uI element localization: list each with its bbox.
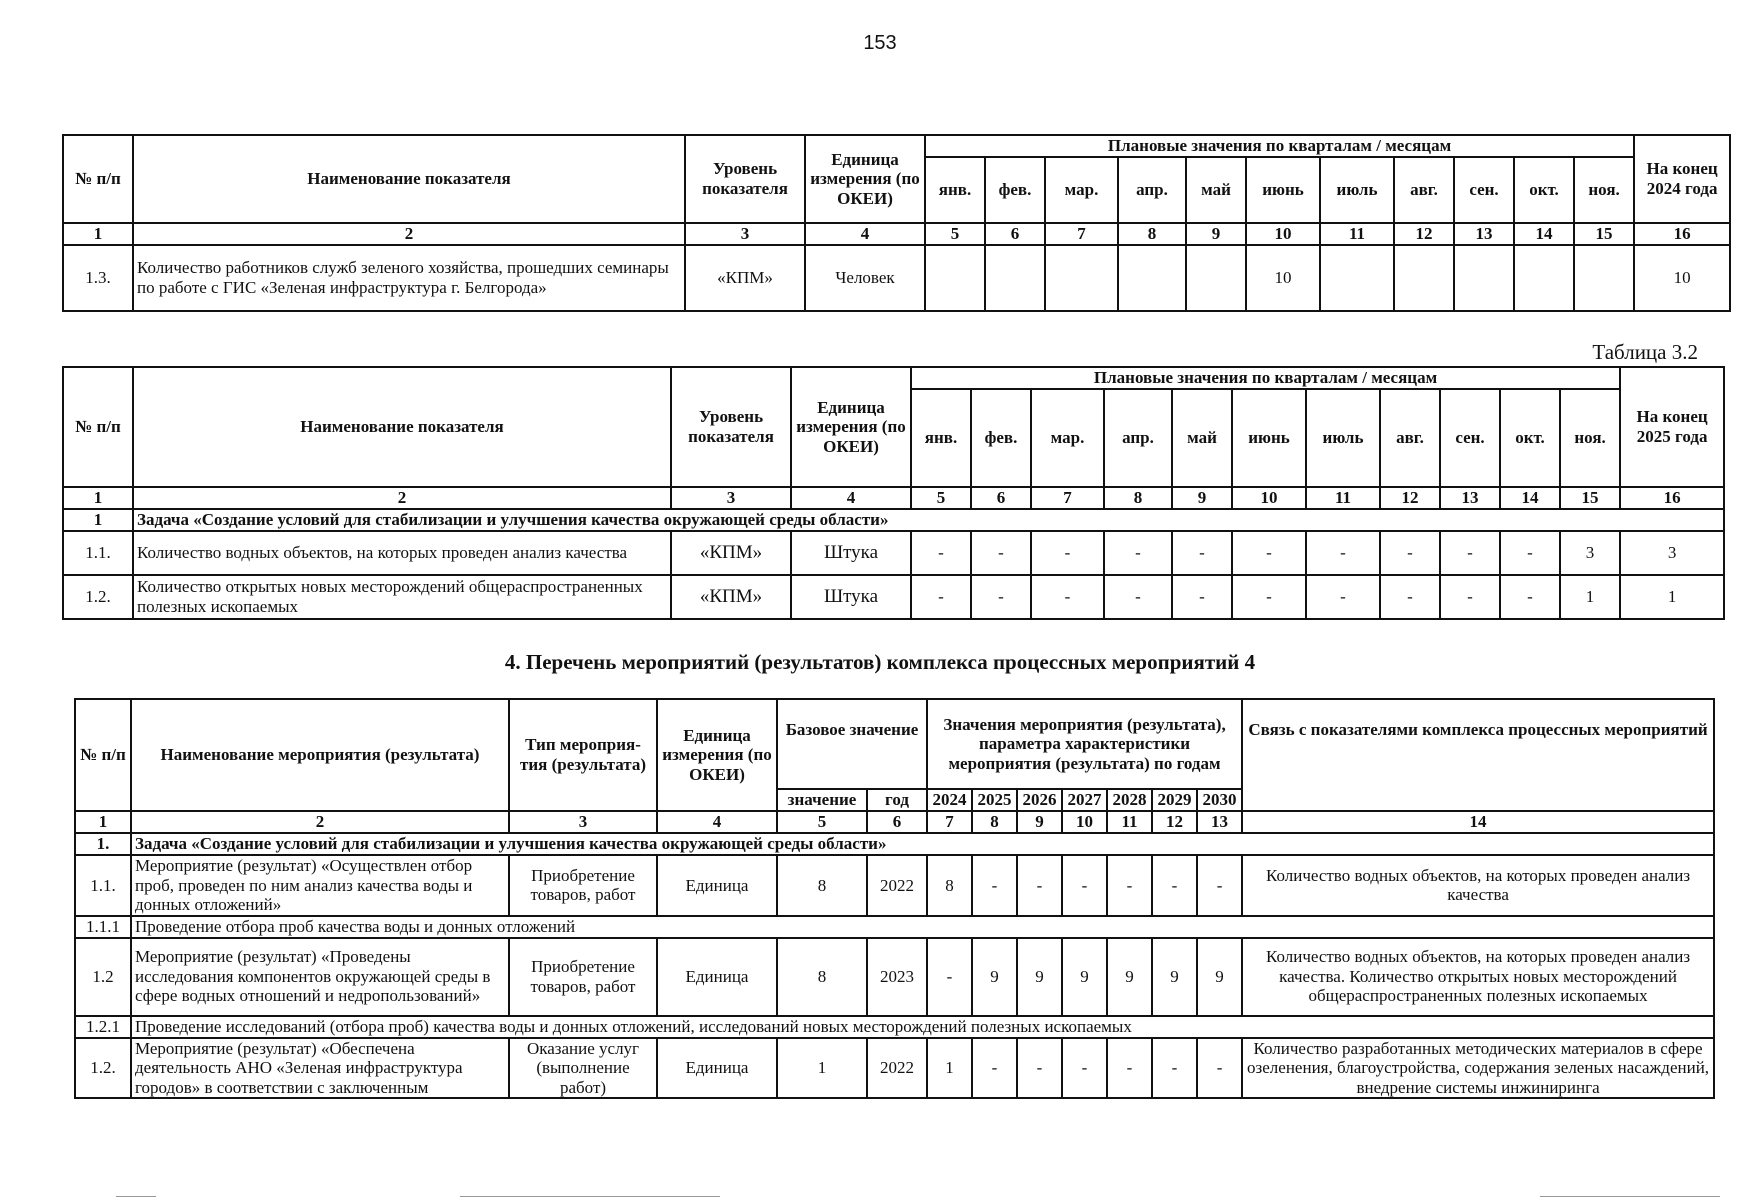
task-no: 1. [75, 833, 131, 855]
cell: - [1107, 855, 1152, 916]
table-row [63, 245, 1730, 311]
cell: - [972, 1038, 1017, 1099]
col-header-end: На конец 2025 года [1620, 367, 1724, 487]
month-header: июнь [1246, 157, 1320, 223]
cell: - [1197, 855, 1242, 916]
column-number: 14 [1514, 223, 1574, 245]
month-header: июль [1306, 389, 1380, 487]
column-number: 1 [75, 811, 131, 833]
cell: - [1500, 531, 1560, 575]
cell: - [1197, 1038, 1242, 1099]
row-base-year: 2022 [867, 855, 927, 916]
table-row [75, 1038, 1714, 1099]
cell [925, 245, 985, 311]
indicators-table-2024 [62, 134, 1731, 312]
month-header: фев. [985, 157, 1045, 223]
row-end: 1 [1620, 575, 1724, 619]
column-number: 7 [1031, 487, 1104, 509]
row-name: Количество работников служб зеленого хозяйства, прошедших семинары по работе с ГИС «Зеленая инфраструктура г. Белгорода» [133, 245, 685, 311]
row-level: «КПМ» [671, 531, 791, 575]
column-number: 3 [685, 223, 805, 245]
column-number: 8 [1118, 223, 1186, 245]
row-unit: Человек [805, 245, 925, 311]
row-no: 1.2 [75, 938, 131, 1016]
cell [1320, 245, 1394, 311]
row-base-value: 1 [777, 1038, 867, 1099]
column-number: 2 [133, 223, 685, 245]
month-header: май [1172, 389, 1232, 487]
cell: - [1104, 575, 1172, 619]
row-base-year: 2022 [867, 1038, 927, 1099]
month-header: ноя. [1574, 157, 1634, 223]
column-number: 13 [1197, 811, 1242, 833]
column-number: 9 [1172, 487, 1232, 509]
month-header: янв. [925, 157, 985, 223]
row-unit: Штука [791, 531, 911, 575]
col-header-link: Связь с показателями комплекса процессных мероприятий [1242, 699, 1714, 811]
footer-rule [460, 1196, 720, 1197]
table-row [75, 855, 1714, 916]
column-number: 5 [777, 811, 867, 833]
cell: - [972, 855, 1017, 916]
cell: - [1031, 575, 1104, 619]
column-number: 7 [1045, 223, 1118, 245]
row-link: Количество разработанных методических материалов в сфере озеленения, благоустройства, содержания зеленых насаждений, внедрение системы инжиниринга [1242, 1038, 1714, 1099]
cell: - [1017, 1038, 1062, 1099]
cell: - [1306, 531, 1380, 575]
task-text: Задача «Создание условий для стабилизации и улучшения качества окружающей среды области» [131, 833, 1714, 855]
sub-row-text: Проведение отбора проб качества воды и донных отложений [131, 916, 1714, 938]
cell [1574, 245, 1634, 311]
column-number: 10 [1232, 487, 1306, 509]
cell [985, 245, 1045, 311]
month-header: авг. [1394, 157, 1454, 223]
col-header-base: Базовое значение [777, 699, 927, 789]
row-name: Мероприятие (результат) «Обеспечена деятельность АНО «Зеленая инфраструктура городов» в соответствии с заключенным [131, 1038, 509, 1099]
month-header: июнь [1232, 389, 1306, 487]
cell: - [911, 531, 971, 575]
cell: - [1172, 575, 1232, 619]
task-row [63, 509, 1724, 531]
column-number: 13 [1440, 487, 1500, 509]
month-header: мар. [1045, 157, 1118, 223]
cell [1118, 245, 1186, 311]
column-number: 14 [1500, 487, 1560, 509]
year-header: 2024 [927, 789, 972, 811]
year-header: 2026 [1017, 789, 1062, 811]
cell: 1 [1560, 575, 1620, 619]
month-header: сен. [1454, 157, 1514, 223]
col-header-no: № п/п [63, 135, 133, 223]
row-base-value: 8 [777, 855, 867, 916]
col-header-unit: Единица измерения (по ОКЕИ) [805, 135, 925, 223]
measures-table [74, 698, 1715, 1099]
col-header-values: Значения мероприятия (результата), параметра характеристики мероприятия (результата) по годам [927, 699, 1242, 789]
cell: - [1232, 575, 1306, 619]
col-header-end: На конец 2024 года [1634, 135, 1730, 223]
column-number: 11 [1107, 811, 1152, 833]
cell: - [1380, 575, 1440, 619]
column-number: 11 [1320, 223, 1394, 245]
footer-rule [116, 1196, 156, 1197]
year-header: 2028 [1107, 789, 1152, 811]
column-number: 8 [1104, 487, 1172, 509]
year-header: 2027 [1062, 789, 1107, 811]
column-number: 7 [927, 811, 972, 833]
row-unit: Единица [657, 855, 777, 916]
column-number: 5 [925, 223, 985, 245]
sub-row [75, 916, 1714, 938]
column-number: 15 [1560, 487, 1620, 509]
cell [1514, 245, 1574, 311]
column-number: 8 [972, 811, 1017, 833]
column-number: 4 [657, 811, 777, 833]
column-number: 16 [1620, 487, 1724, 509]
row-end: 10 [1634, 245, 1730, 311]
cell: - [1500, 575, 1560, 619]
row-end: 3 [1620, 531, 1724, 575]
row-no: 1.1.1 [75, 916, 131, 938]
column-number: 12 [1152, 811, 1197, 833]
row-name: Мероприятие (результат) «Проведены исследования компонентов окружающей среды в сфере водных отношений и недропользований» [131, 938, 509, 1016]
cell: 8 [927, 855, 972, 916]
cell: - [1440, 531, 1500, 575]
month-header: июль [1320, 157, 1394, 223]
month-header: май [1186, 157, 1246, 223]
cell: - [1440, 575, 1500, 619]
column-number: 10 [1062, 811, 1107, 833]
column-number: 10 [1246, 223, 1320, 245]
table-row [75, 938, 1714, 1016]
cell: - [971, 531, 1031, 575]
row-base-year: 2023 [867, 938, 927, 1016]
cell: - [1172, 531, 1232, 575]
month-header: окт. [1500, 389, 1560, 487]
col-header-level: Уровень показателя [671, 367, 791, 487]
col-header-base-year: год [867, 789, 927, 811]
row-unit: Штука [791, 575, 911, 619]
cell [1394, 245, 1454, 311]
month-header: авг. [1380, 389, 1440, 487]
row-type: Приобретение товаров, работ [509, 855, 657, 916]
year-header: 2030 [1197, 789, 1242, 811]
sub-row-text: Проведение исследований (отбора проб) качества воды и донных отложений, исследований новых месторождений полезных ископаемых [131, 1016, 1714, 1038]
column-number: 2 [131, 811, 509, 833]
col-header-name: Наименование мероприятия (результата) [131, 699, 509, 811]
col-header-unit: Единица измерения (по ОКЕИ) [657, 699, 777, 811]
month-header: сен. [1440, 389, 1500, 487]
column-number: 15 [1574, 223, 1634, 245]
page-number: 153 [863, 32, 897, 54]
cell: - [1017, 855, 1062, 916]
column-number: 1 [63, 487, 133, 509]
cell: - [1062, 855, 1107, 916]
month-header: ноя. [1560, 389, 1620, 487]
col-header-base-value: значение [777, 789, 867, 811]
column-number: 4 [791, 487, 911, 509]
year-header: 2025 [972, 789, 1017, 811]
cell: - [1232, 531, 1306, 575]
column-number: 13 [1454, 223, 1514, 245]
column-number: 2 [133, 487, 671, 509]
col-header-unit: Единица измерения (по ОКЕИ) [791, 367, 911, 487]
cell: 10 [1246, 245, 1320, 311]
cell [1186, 245, 1246, 311]
row-no: 1.2. [75, 1038, 131, 1099]
cell: 9 [972, 938, 1017, 1016]
cell: - [927, 938, 972, 1016]
col-header-name: Наименование показателя [133, 367, 671, 487]
month-header: окт. [1514, 157, 1574, 223]
cell: - [1104, 531, 1172, 575]
cell: - [1306, 575, 1380, 619]
cell: 9 [1197, 938, 1242, 1016]
indicators-table-2025 [62, 366, 1725, 620]
column-number: 3 [509, 811, 657, 833]
row-level: «КПМ» [685, 245, 805, 311]
task-no: 1 [63, 509, 133, 531]
month-header: апр. [1104, 389, 1172, 487]
column-number: 14 [1242, 811, 1714, 833]
task-text: Задача «Создание условий для стабилизации и улучшения качества окружающей среды области» [133, 509, 1724, 531]
row-no: 1.2.1 [75, 1016, 131, 1038]
table-row [63, 575, 1724, 619]
col-header-level: Уровень показателя [685, 135, 805, 223]
cell: 9 [1017, 938, 1062, 1016]
task-row [75, 833, 1714, 855]
col-header-no: № п/п [63, 367, 133, 487]
row-base-value: 8 [777, 938, 867, 1016]
row-no: 1.1. [75, 855, 131, 916]
col-header-type: Тип мероприя-тия (результата) [509, 699, 657, 811]
column-number: 6 [985, 223, 1045, 245]
table-caption: Таблица 3.2 [1592, 340, 1698, 364]
cell: 1 [927, 1038, 972, 1099]
row-no: 1.2. [63, 575, 133, 619]
cell: - [1152, 855, 1197, 916]
cell: - [1031, 531, 1104, 575]
row-unit: Единица [657, 1038, 777, 1099]
footer-rule [1540, 1196, 1720, 1197]
row-link: Количество водных объектов, на которых проведен анализ качества [1242, 855, 1714, 916]
row-type: Приобретение товаров, работ [509, 938, 657, 1016]
cell: - [1152, 1038, 1197, 1099]
column-number: 16 [1634, 223, 1730, 245]
col-header-no: № п/п [75, 699, 131, 811]
cell: - [911, 575, 971, 619]
row-unit: Единица [657, 938, 777, 1016]
cell: 9 [1062, 938, 1107, 1016]
month-header: мар. [1031, 389, 1104, 487]
cell: 9 [1107, 938, 1152, 1016]
cell: - [971, 575, 1031, 619]
row-name: Мероприятие (результат) «Осуществлен отбор проб, проведен по ним анализ качества воды и донных отложений» [131, 855, 509, 916]
year-header: 2029 [1152, 789, 1197, 811]
column-number: 4 [805, 223, 925, 245]
table-row [63, 531, 1724, 575]
column-number: 1 [63, 223, 133, 245]
col-header-plan: Плановые значения по кварталам / месяцам [911, 367, 1620, 389]
row-no: 1.3. [63, 245, 133, 311]
section-title: 4. Перечень мероприятий (результатов) комплекса процессных мероприятий 4 [504, 650, 1256, 674]
column-number: 11 [1306, 487, 1380, 509]
column-number: 6 [971, 487, 1031, 509]
month-header: фев. [971, 389, 1031, 487]
cell: - [1380, 531, 1440, 575]
cell [1454, 245, 1514, 311]
row-name: Количество водных объектов, на которых проведен анализ качества [133, 531, 671, 575]
month-header: янв. [911, 389, 971, 487]
column-number: 9 [1017, 811, 1062, 833]
column-number: 9 [1186, 223, 1246, 245]
cell: - [1107, 1038, 1152, 1099]
column-number: 12 [1394, 223, 1454, 245]
col-header-plan: Плановые значения по кварталам / месяцам [925, 135, 1634, 157]
sub-row [75, 1016, 1714, 1038]
month-header: апр. [1118, 157, 1186, 223]
col-header-name: Наименование показателя [133, 135, 685, 223]
column-number: 12 [1380, 487, 1440, 509]
column-number: 3 [671, 487, 791, 509]
row-link: Количество водных объектов, на которых проведен анализ качества. Количество открытых новых месторождений общераспространенных полезных ископаемых [1242, 938, 1714, 1016]
cell: 9 [1152, 938, 1197, 1016]
row-name: Количество открытых новых месторождений общераспространенных полезных ископаемых [133, 575, 671, 619]
cell: - [1062, 1038, 1107, 1099]
cell [1045, 245, 1118, 311]
cell: 3 [1560, 531, 1620, 575]
row-level: «КПМ» [671, 575, 791, 619]
column-number: 5 [911, 487, 971, 509]
row-type: Оказание услуг (выполнение работ) [509, 1038, 657, 1099]
row-no: 1.1. [63, 531, 133, 575]
column-number: 6 [867, 811, 927, 833]
